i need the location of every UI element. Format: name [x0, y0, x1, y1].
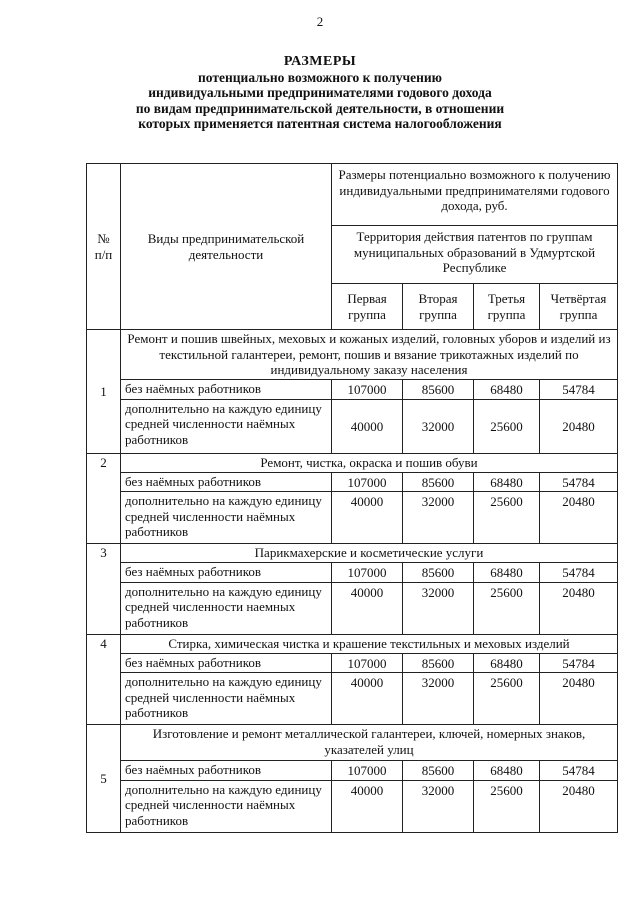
- value-cell: 32000: [403, 673, 474, 725]
- row-label: без наёмных работников: [121, 380, 332, 400]
- income-table: [86, 163, 618, 833]
- section-num: 4: [87, 634, 121, 725]
- value-cell: 107000: [332, 653, 403, 673]
- header-activity: Виды предпринимательской деятельности: [121, 164, 332, 330]
- title-line: по видам предпринимательской деятельности, в отношении: [135, 100, 505, 116]
- value-cell: 20480: [540, 492, 618, 544]
- value-cell: 68480: [474, 380, 540, 400]
- header-group-4: Четвёртая группа: [540, 284, 618, 330]
- section-num: 2: [87, 453, 121, 544]
- header-num: № п/п: [87, 164, 121, 330]
- value-cell: 107000: [332, 472, 403, 492]
- value-cell: 40000: [332, 582, 403, 634]
- value-cell: 32000: [403, 780, 474, 832]
- title-line: потенциально возможного к получению: [198, 69, 442, 85]
- value-cell: 54784: [540, 563, 618, 583]
- section-num: 5: [87, 725, 121, 833]
- value-cell: 85600: [403, 563, 474, 583]
- title-line: индивидуальными предпринимателями годового дохода: [148, 85, 492, 100]
- value-cell: 54784: [540, 761, 618, 781]
- value-cell: 85600: [403, 472, 474, 492]
- header-group-3: Третья группа: [474, 284, 540, 330]
- value-cell: 68480: [474, 472, 540, 492]
- row-label: дополнительно на каждую единицу средней численности наёмных работников: [121, 492, 332, 544]
- value-cell: 32000: [403, 492, 474, 544]
- value-cell: 40000: [332, 399, 403, 453]
- value-cell: 40000: [332, 780, 403, 832]
- page-number: 2: [316, 14, 324, 29]
- row-label: без наёмных работников: [121, 761, 332, 781]
- value-cell: 20480: [540, 399, 618, 453]
- value-cell: 85600: [403, 761, 474, 781]
- row-label: дополнительно на каждую единицу средней численности наёмных работников: [121, 399, 332, 453]
- header-territory: Территория действия патентов по группам муниципальных образований в Удмуртской Республике: [332, 226, 618, 284]
- section-title: Ремонт, чистка, окраска и пошив обуви: [121, 453, 618, 472]
- value-cell: 32000: [403, 399, 474, 453]
- section-num: 1: [87, 330, 121, 454]
- row-label: дополнительно на каждую единицу средней численности наёмных работников: [121, 673, 332, 725]
- value-cell: 68480: [474, 761, 540, 781]
- value-cell: 20480: [540, 780, 618, 832]
- value-cell: 25600: [474, 492, 540, 544]
- value-cell: 25600: [474, 399, 540, 453]
- section-title: Изготовление и ремонт металлической галантереи, ключей, номерных знаков, указателей улиц: [121, 725, 618, 761]
- value-cell: 107000: [332, 761, 403, 781]
- value-cell: 85600: [403, 380, 474, 400]
- value-cell: 20480: [540, 673, 618, 725]
- row-label: дополнительно на каждую единицу средней численности наёмных работников: [121, 780, 332, 832]
- value-cell: 25600: [474, 582, 540, 634]
- value-cell: 107000: [332, 380, 403, 400]
- row-label: без наёмных работников: [121, 653, 332, 673]
- document-title: [100, 54, 540, 132]
- value-cell: 54784: [540, 472, 618, 492]
- title-main: РАЗМЕРЫ: [283, 54, 357, 69]
- section-title: Стирка, химическая чистка и крашение текстильных и меховых изделий: [121, 634, 618, 653]
- value-cell: 32000: [403, 582, 474, 634]
- header-sizes: Размеры потенциально возможного к получению индивидуальными предпринимателями годового дохода, руб.: [332, 164, 618, 226]
- value-cell: 107000: [332, 563, 403, 583]
- section-title: Парикмахерские и косметические услуги: [121, 544, 618, 563]
- value-cell: 40000: [332, 673, 403, 725]
- row-label: без наёмных работников: [121, 563, 332, 583]
- header-group-1: Первая группа: [332, 284, 403, 330]
- row-label: без наёмных работников: [121, 472, 332, 492]
- section-title: Ремонт и пошив швейных, меховых и кожаных изделий, головных уборов и изделий из текстильной галантереи, ремонт, пошив и вязание трикотажных изделий по индивидуальному заказу населения: [121, 330, 618, 380]
- value-cell: 54784: [540, 380, 618, 400]
- value-cell: 68480: [474, 653, 540, 673]
- value-cell: 20480: [540, 582, 618, 634]
- title-line: которых применяется патентная система налогообложения: [138, 116, 502, 131]
- value-cell: 40000: [332, 492, 403, 544]
- row-label: дополнительно на каждую единицу средней численности наемных работников: [121, 582, 332, 634]
- value-cell: 25600: [474, 780, 540, 832]
- section-num: 3: [87, 544, 121, 635]
- value-cell: 54784: [540, 653, 618, 673]
- value-cell: 68480: [474, 563, 540, 583]
- header-group-2: Вторая группа: [403, 284, 474, 330]
- value-cell: 25600: [474, 673, 540, 725]
- value-cell: 85600: [403, 653, 474, 673]
